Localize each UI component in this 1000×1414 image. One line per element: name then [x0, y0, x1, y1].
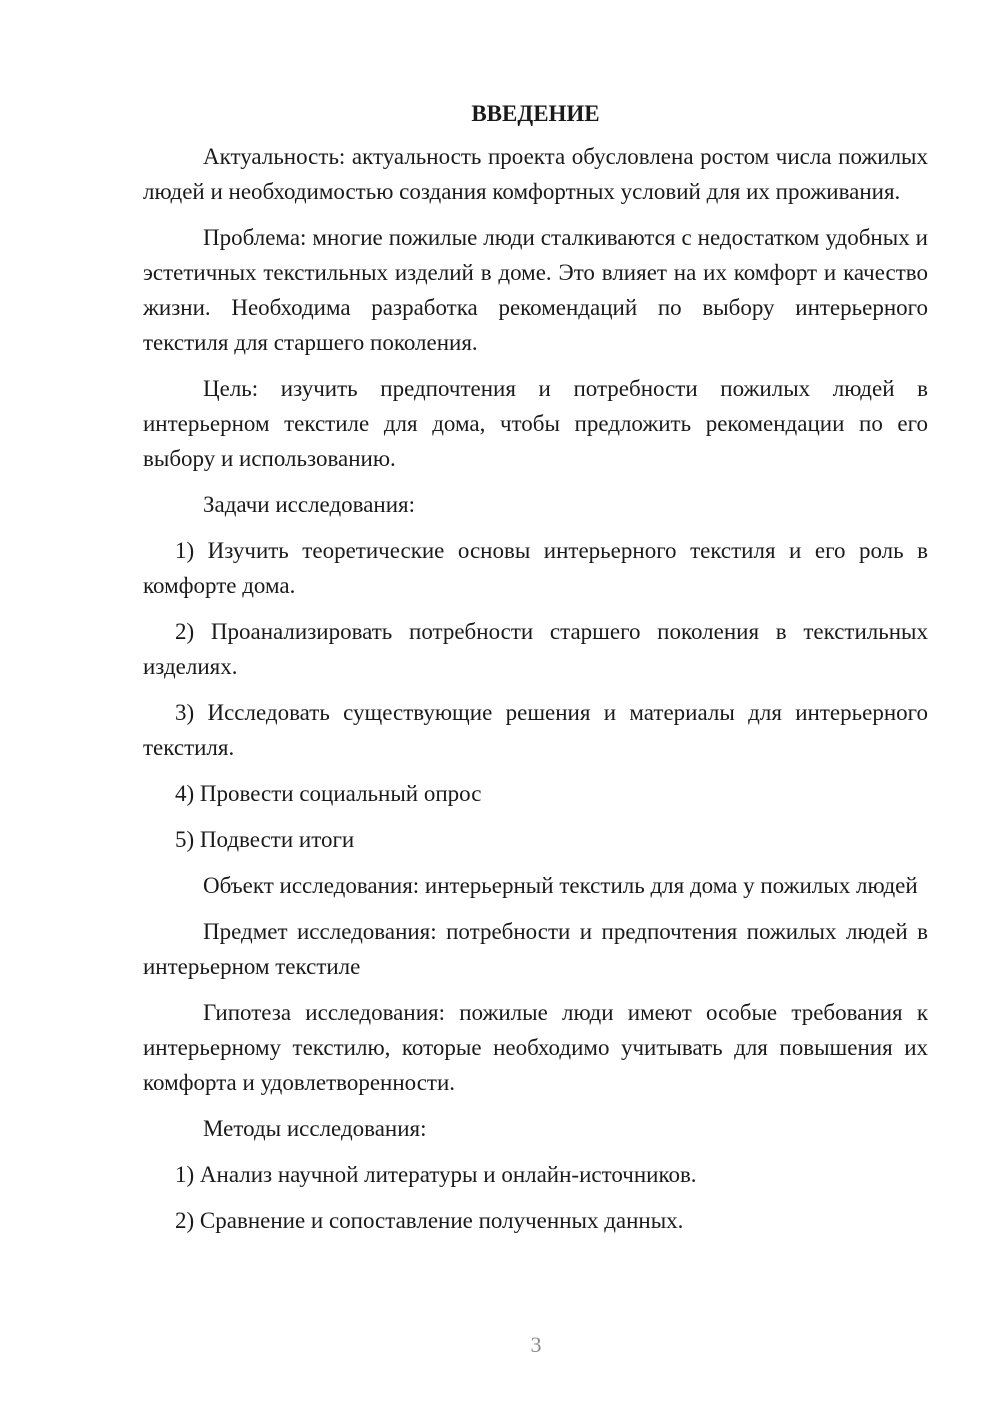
section-heading: ВВЕДЕНИЕ — [471, 101, 600, 126]
method-item: 2) Сравнение и сопоставление полученных данных. — [175, 1208, 684, 1233]
paragraph-methods-heading: Методы исследования: — [203, 1116, 427, 1141]
page-content — [143, 96, 928, 1249]
task-item: 1) Изучить теоретические основы интерьерного текстиля и его роль в комфорте дома. — [143, 538, 928, 598]
method-item: 1) Анализ научной литературы и онлайн-источников. — [175, 1162, 697, 1187]
task-item: 2) Проанализировать потребности старшего поколения в текстильных изделиях. — [143, 619, 928, 679]
paragraph-relevance: Актуальность: актуальность проекта обусловлена ростом числа пожилых людей и необходимостью создания комфортных условий для их проживания. — [143, 144, 928, 204]
paragraph-object: Объект исследования: интерьерный текстиль для дома у пожилых людей — [203, 873, 918, 898]
task-item: 4) Провести социальный опрос — [175, 781, 482, 806]
paragraph-subject: Предмет исследования: потребности и предпочтения пожилых людей в интерьерном текстиле — [143, 919, 928, 979]
paragraph-tasks-heading: Задачи исследования: — [203, 492, 416, 517]
paragraph-goal: Цель: изучить предпочтения и потребности пожилых людей в интерьерном текстиле для дома, чтобы предложить рекомендации по его выбору и использованию. — [143, 376, 928, 471]
task-item: 3) Исследовать существующие решения и материалы для интерьерного текстиля. — [143, 700, 928, 760]
paragraph-problem: Проблема: многие пожилые люди сталкиваются с недостатком удобных и эстетичных текстильных изделий в доме. Это влияет на их комфорт и качество жизни. Необходима разработка рекомендаций по выбору интерьерного текстиля для старшего поколения. — [143, 225, 928, 355]
task-item: 5) Подвести итоги — [175, 827, 355, 852]
page-number: 3 — [530, 1332, 542, 1357]
paragraph-hypothesis: Гипотеза исследования: пожилые люди имеют особые требования к интерьерному текстилю, которые необходимо учитывать для повышения их комфорта и удовлетворенности. — [143, 1000, 928, 1095]
